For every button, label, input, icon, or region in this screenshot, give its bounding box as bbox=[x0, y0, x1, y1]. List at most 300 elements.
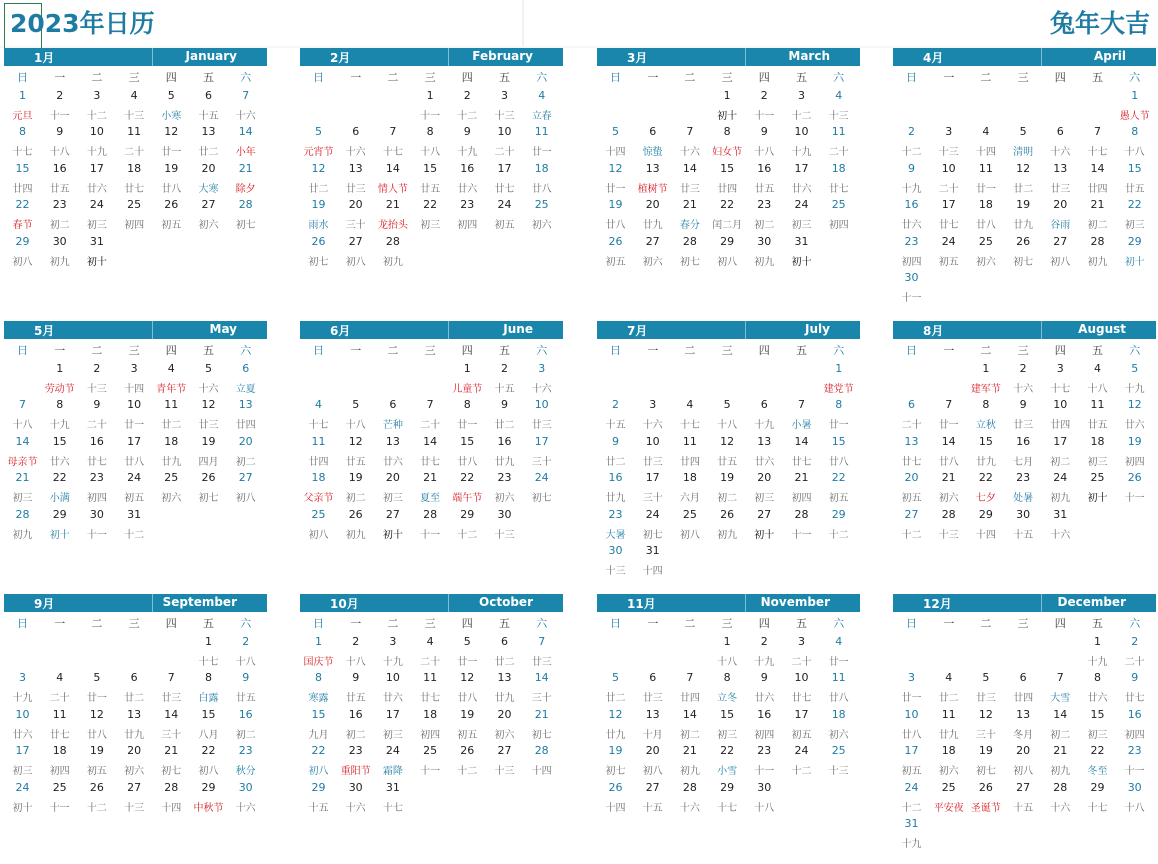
day-cell[interactable] bbox=[1116, 469, 1153, 505]
day-cell[interactable] bbox=[116, 360, 153, 396]
day-cell[interactable] bbox=[709, 87, 746, 123]
day-cell[interactable] bbox=[449, 669, 486, 705]
day-cell[interactable] bbox=[634, 123, 671, 159]
day-cell[interactable] bbox=[300, 706, 337, 742]
day-cell[interactable] bbox=[449, 506, 486, 542]
day-cell[interactable] bbox=[227, 87, 264, 123]
day-cell[interactable] bbox=[1005, 196, 1042, 232]
day-cell[interactable] bbox=[893, 469, 930, 505]
day-cell[interactable] bbox=[1005, 433, 1042, 469]
day-cell[interactable] bbox=[930, 669, 967, 705]
day-cell[interactable] bbox=[597, 469, 634, 505]
day-cell[interactable] bbox=[1079, 433, 1116, 469]
day-cell[interactable] bbox=[893, 433, 930, 469]
day-cell[interactable] bbox=[227, 779, 264, 815]
day-cell[interactable] bbox=[449, 396, 486, 432]
day-cell[interactable] bbox=[634, 396, 671, 432]
day-cell[interactable] bbox=[634, 779, 671, 815]
day-cell[interactable] bbox=[1042, 433, 1079, 469]
day-cell[interactable] bbox=[227, 669, 264, 705]
day-cell[interactable] bbox=[709, 123, 746, 159]
day-cell[interactable] bbox=[78, 87, 115, 123]
day-cell[interactable] bbox=[820, 123, 857, 159]
day-cell[interactable] bbox=[820, 633, 857, 669]
day-cell[interactable] bbox=[523, 706, 560, 742]
day-cell[interactable] bbox=[116, 742, 153, 778]
day-cell[interactable] bbox=[1005, 396, 1042, 432]
day-cell[interactable] bbox=[967, 123, 1004, 159]
day-cell[interactable] bbox=[374, 506, 411, 542]
day-cell[interactable] bbox=[820, 87, 857, 123]
day-cell[interactable] bbox=[78, 506, 115, 542]
day-cell[interactable] bbox=[930, 233, 967, 269]
day-cell[interactable] bbox=[1005, 123, 1042, 159]
day-cell[interactable] bbox=[709, 233, 746, 269]
day-cell[interactable] bbox=[374, 123, 411, 159]
day-cell[interactable] bbox=[1042, 396, 1079, 432]
day-cell[interactable] bbox=[1042, 123, 1079, 159]
day-cell[interactable] bbox=[4, 669, 41, 705]
day-cell[interactable] bbox=[300, 160, 337, 196]
day-cell[interactable] bbox=[486, 742, 523, 778]
day-cell[interactable] bbox=[967, 779, 1004, 815]
day-cell[interactable] bbox=[820, 433, 857, 469]
day-cell[interactable] bbox=[930, 433, 967, 469]
day-cell[interactable] bbox=[486, 633, 523, 669]
day-cell[interactable] bbox=[41, 433, 78, 469]
day-cell[interactable] bbox=[671, 233, 708, 269]
day-cell[interactable] bbox=[783, 233, 820, 269]
day-cell[interactable] bbox=[4, 396, 41, 432]
day-cell[interactable] bbox=[820, 742, 857, 778]
day-cell[interactable] bbox=[153, 396, 190, 432]
day-cell[interactable] bbox=[820, 706, 857, 742]
day-cell[interactable] bbox=[634, 160, 671, 196]
day-cell[interactable] bbox=[893, 779, 930, 815]
day-cell[interactable] bbox=[374, 779, 411, 815]
day-cell[interactable] bbox=[300, 779, 337, 815]
day-cell[interactable] bbox=[374, 433, 411, 469]
day-cell[interactable] bbox=[486, 360, 523, 396]
day-cell[interactable] bbox=[523, 433, 560, 469]
day-cell[interactable] bbox=[41, 123, 78, 159]
day-cell[interactable] bbox=[337, 196, 374, 232]
day-cell[interactable] bbox=[820, 469, 857, 505]
day-cell[interactable] bbox=[746, 779, 783, 815]
day-cell[interactable] bbox=[634, 669, 671, 705]
day-cell[interactable] bbox=[374, 469, 411, 505]
day-cell[interactable] bbox=[1042, 196, 1079, 232]
day-cell[interactable] bbox=[783, 87, 820, 123]
day-cell[interactable] bbox=[671, 706, 708, 742]
day-cell[interactable] bbox=[337, 633, 374, 669]
day-cell[interactable] bbox=[1116, 233, 1153, 269]
day-cell[interactable] bbox=[41, 706, 78, 742]
day-cell[interactable] bbox=[41, 360, 78, 396]
day-cell[interactable] bbox=[634, 542, 671, 578]
day-cell[interactable] bbox=[374, 633, 411, 669]
day-cell[interactable] bbox=[78, 779, 115, 815]
day-cell[interactable] bbox=[116, 87, 153, 123]
day-cell[interactable] bbox=[300, 123, 337, 159]
day-cell[interactable] bbox=[449, 706, 486, 742]
day-cell[interactable] bbox=[449, 360, 486, 396]
day-cell[interactable] bbox=[746, 742, 783, 778]
day-cell[interactable] bbox=[1042, 506, 1079, 542]
day-cell[interactable] bbox=[486, 469, 523, 505]
day-cell[interactable] bbox=[486, 433, 523, 469]
day-cell[interactable] bbox=[300, 506, 337, 542]
day-cell[interactable] bbox=[1005, 506, 1042, 542]
day-cell[interactable] bbox=[1116, 123, 1153, 159]
day-cell[interactable] bbox=[671, 396, 708, 432]
day-cell[interactable] bbox=[374, 233, 411, 269]
day-cell[interactable] bbox=[967, 669, 1004, 705]
day-cell[interactable] bbox=[116, 433, 153, 469]
day-cell[interactable] bbox=[190, 706, 227, 742]
day-cell[interactable] bbox=[709, 779, 746, 815]
day-cell[interactable] bbox=[783, 196, 820, 232]
day-cell[interactable] bbox=[1116, 669, 1153, 705]
day-cell[interactable] bbox=[746, 233, 783, 269]
day-cell[interactable] bbox=[1042, 469, 1079, 505]
day-cell[interactable] bbox=[153, 433, 190, 469]
day-cell[interactable] bbox=[671, 196, 708, 232]
day-cell[interactable] bbox=[783, 396, 820, 432]
day-cell[interactable] bbox=[709, 469, 746, 505]
day-cell[interactable] bbox=[1005, 779, 1042, 815]
day-cell[interactable] bbox=[1005, 469, 1042, 505]
day-cell[interactable] bbox=[967, 506, 1004, 542]
day-cell[interactable] bbox=[41, 87, 78, 123]
day-cell[interactable] bbox=[1116, 742, 1153, 778]
day-cell[interactable] bbox=[337, 233, 374, 269]
day-cell[interactable] bbox=[337, 433, 374, 469]
day-cell[interactable] bbox=[783, 742, 820, 778]
day-cell[interactable] bbox=[820, 506, 857, 542]
day-cell[interactable] bbox=[190, 669, 227, 705]
day-cell[interactable] bbox=[190, 779, 227, 815]
day-cell[interactable] bbox=[227, 123, 264, 159]
day-cell[interactable] bbox=[116, 669, 153, 705]
day-cell[interactable] bbox=[1042, 160, 1079, 196]
day-cell[interactable] bbox=[1079, 742, 1116, 778]
day-cell[interactable] bbox=[153, 779, 190, 815]
day-cell[interactable] bbox=[893, 706, 930, 742]
day-cell[interactable] bbox=[671, 433, 708, 469]
day-cell[interactable] bbox=[41, 506, 78, 542]
day-cell[interactable] bbox=[967, 233, 1004, 269]
day-cell[interactable] bbox=[412, 160, 449, 196]
day-cell[interactable] bbox=[4, 160, 41, 196]
day-cell[interactable] bbox=[634, 742, 671, 778]
day-cell[interactable] bbox=[967, 160, 1004, 196]
day-cell[interactable] bbox=[449, 123, 486, 159]
day-cell[interactable] bbox=[709, 669, 746, 705]
day-cell[interactable] bbox=[1005, 160, 1042, 196]
day-cell[interactable] bbox=[671, 160, 708, 196]
day-cell[interactable] bbox=[227, 196, 264, 232]
day-cell[interactable] bbox=[523, 633, 560, 669]
day-cell[interactable] bbox=[709, 506, 746, 542]
day-cell[interactable] bbox=[78, 160, 115, 196]
day-cell[interactable] bbox=[116, 196, 153, 232]
day-cell[interactable] bbox=[820, 196, 857, 232]
day-cell[interactable] bbox=[783, 633, 820, 669]
day-cell[interactable] bbox=[1079, 469, 1116, 505]
day-cell[interactable] bbox=[337, 396, 374, 432]
day-cell[interactable] bbox=[1116, 160, 1153, 196]
day-cell[interactable] bbox=[634, 469, 671, 505]
day-cell[interactable] bbox=[78, 233, 115, 269]
day-cell[interactable] bbox=[190, 160, 227, 196]
day-cell[interactable] bbox=[746, 196, 783, 232]
day-cell[interactable] bbox=[153, 123, 190, 159]
day-cell[interactable] bbox=[523, 669, 560, 705]
day-cell[interactable] bbox=[227, 396, 264, 432]
day-cell[interactable] bbox=[190, 196, 227, 232]
day-cell[interactable] bbox=[449, 160, 486, 196]
day-cell[interactable] bbox=[634, 506, 671, 542]
day-cell[interactable] bbox=[597, 123, 634, 159]
day-cell[interactable] bbox=[746, 706, 783, 742]
day-cell[interactable] bbox=[486, 123, 523, 159]
day-cell[interactable] bbox=[190, 360, 227, 396]
day-cell[interactable] bbox=[227, 633, 264, 669]
day-cell[interactable] bbox=[1079, 396, 1116, 432]
day-cell[interactable] bbox=[374, 396, 411, 432]
day-cell[interactable] bbox=[116, 160, 153, 196]
day-cell[interactable] bbox=[449, 196, 486, 232]
day-cell[interactable] bbox=[4, 233, 41, 269]
day-cell[interactable] bbox=[190, 396, 227, 432]
day-cell[interactable] bbox=[78, 123, 115, 159]
day-cell[interactable] bbox=[523, 742, 560, 778]
day-cell[interactable] bbox=[1116, 360, 1153, 396]
day-cell[interactable] bbox=[597, 742, 634, 778]
day-cell[interactable] bbox=[116, 506, 153, 542]
day-cell[interactable] bbox=[227, 433, 264, 469]
day-cell[interactable] bbox=[930, 196, 967, 232]
day-cell[interactable] bbox=[153, 196, 190, 232]
day-cell[interactable] bbox=[1042, 669, 1079, 705]
day-cell[interactable] bbox=[4, 433, 41, 469]
day-cell[interactable] bbox=[41, 779, 78, 815]
day-cell[interactable] bbox=[449, 742, 486, 778]
day-cell[interactable] bbox=[820, 160, 857, 196]
day-cell[interactable] bbox=[116, 779, 153, 815]
day-cell[interactable] bbox=[930, 506, 967, 542]
day-cell[interactable] bbox=[671, 779, 708, 815]
day-cell[interactable] bbox=[893, 506, 930, 542]
day-cell[interactable] bbox=[1116, 779, 1153, 815]
day-cell[interactable] bbox=[412, 469, 449, 505]
day-cell[interactable] bbox=[709, 633, 746, 669]
day-cell[interactable] bbox=[893, 742, 930, 778]
day-cell[interactable] bbox=[412, 633, 449, 669]
day-cell[interactable] bbox=[967, 396, 1004, 432]
day-cell[interactable] bbox=[300, 669, 337, 705]
day-cell[interactable] bbox=[41, 469, 78, 505]
day-cell[interactable] bbox=[1042, 779, 1079, 815]
day-cell[interactable] bbox=[412, 123, 449, 159]
day-cell[interactable] bbox=[190, 633, 227, 669]
day-cell[interactable] bbox=[412, 706, 449, 742]
day-cell[interactable] bbox=[820, 669, 857, 705]
day-cell[interactable] bbox=[153, 87, 190, 123]
day-cell[interactable] bbox=[116, 123, 153, 159]
day-cell[interactable] bbox=[412, 506, 449, 542]
day-cell[interactable] bbox=[597, 779, 634, 815]
day-cell[interactable] bbox=[634, 433, 671, 469]
day-cell[interactable] bbox=[1079, 196, 1116, 232]
day-cell[interactable] bbox=[78, 469, 115, 505]
day-cell[interactable] bbox=[153, 706, 190, 742]
day-cell[interactable] bbox=[300, 742, 337, 778]
day-cell[interactable] bbox=[1005, 706, 1042, 742]
day-cell[interactable] bbox=[1042, 742, 1079, 778]
day-cell[interactable] bbox=[1116, 87, 1153, 123]
day-cell[interactable] bbox=[671, 669, 708, 705]
day-cell[interactable] bbox=[449, 87, 486, 123]
day-cell[interactable] bbox=[523, 360, 560, 396]
day-cell[interactable] bbox=[893, 233, 930, 269]
day-cell[interactable] bbox=[967, 360, 1004, 396]
day-cell[interactable] bbox=[709, 160, 746, 196]
day-cell[interactable] bbox=[78, 396, 115, 432]
day-cell[interactable] bbox=[597, 233, 634, 269]
day-cell[interactable] bbox=[783, 469, 820, 505]
day-cell[interactable] bbox=[116, 469, 153, 505]
day-cell[interactable] bbox=[1042, 706, 1079, 742]
day-cell[interactable] bbox=[486, 87, 523, 123]
day-cell[interactable] bbox=[449, 433, 486, 469]
day-cell[interactable] bbox=[374, 706, 411, 742]
day-cell[interactable] bbox=[893, 669, 930, 705]
day-cell[interactable] bbox=[597, 160, 634, 196]
day-cell[interactable] bbox=[1116, 633, 1153, 669]
day-cell[interactable] bbox=[1005, 233, 1042, 269]
day-cell[interactable] bbox=[4, 742, 41, 778]
day-cell[interactable] bbox=[153, 742, 190, 778]
day-cell[interactable] bbox=[597, 706, 634, 742]
day-cell[interactable] bbox=[1079, 160, 1116, 196]
day-cell[interactable] bbox=[523, 87, 560, 123]
day-cell[interactable] bbox=[967, 196, 1004, 232]
day-cell[interactable] bbox=[709, 196, 746, 232]
day-cell[interactable] bbox=[1116, 196, 1153, 232]
day-cell[interactable] bbox=[190, 469, 227, 505]
day-cell[interactable] bbox=[709, 742, 746, 778]
day-cell[interactable] bbox=[1079, 633, 1116, 669]
day-cell[interactable] bbox=[930, 396, 967, 432]
day-cell[interactable] bbox=[746, 633, 783, 669]
day-cell[interactable] bbox=[41, 196, 78, 232]
day-cell[interactable] bbox=[227, 160, 264, 196]
day-cell[interactable] bbox=[486, 160, 523, 196]
day-cell[interactable] bbox=[783, 506, 820, 542]
day-cell[interactable] bbox=[227, 706, 264, 742]
day-cell[interactable] bbox=[4, 706, 41, 742]
day-cell[interactable] bbox=[449, 633, 486, 669]
day-cell[interactable] bbox=[300, 196, 337, 232]
day-cell[interactable] bbox=[190, 87, 227, 123]
day-cell[interactable] bbox=[300, 233, 337, 269]
day-cell[interactable] bbox=[1079, 779, 1116, 815]
day-cell[interactable] bbox=[374, 742, 411, 778]
day-cell[interactable] bbox=[337, 669, 374, 705]
day-cell[interactable] bbox=[1042, 360, 1079, 396]
day-cell[interactable] bbox=[412, 196, 449, 232]
day-cell[interactable] bbox=[671, 506, 708, 542]
day-cell[interactable] bbox=[930, 706, 967, 742]
day-cell[interactable] bbox=[374, 196, 411, 232]
day-cell[interactable] bbox=[4, 123, 41, 159]
day-cell[interactable] bbox=[893, 160, 930, 196]
day-cell[interactable] bbox=[597, 506, 634, 542]
day-cell[interactable] bbox=[374, 669, 411, 705]
day-cell[interactable] bbox=[412, 87, 449, 123]
day-cell[interactable] bbox=[967, 706, 1004, 742]
day-cell[interactable] bbox=[374, 160, 411, 196]
day-cell[interactable] bbox=[1042, 233, 1079, 269]
day-cell[interactable] bbox=[1079, 360, 1116, 396]
day-cell[interactable] bbox=[597, 669, 634, 705]
day-cell[interactable] bbox=[227, 360, 264, 396]
day-cell[interactable] bbox=[746, 469, 783, 505]
day-cell[interactable] bbox=[671, 123, 708, 159]
day-cell[interactable] bbox=[820, 360, 857, 396]
day-cell[interactable] bbox=[783, 669, 820, 705]
day-cell[interactable] bbox=[4, 196, 41, 232]
day-cell[interactable] bbox=[634, 233, 671, 269]
day-cell[interactable] bbox=[1005, 360, 1042, 396]
day-cell[interactable] bbox=[78, 706, 115, 742]
day-cell[interactable] bbox=[746, 506, 783, 542]
day-cell[interactable] bbox=[597, 396, 634, 432]
day-cell[interactable] bbox=[300, 396, 337, 432]
day-cell[interactable] bbox=[967, 742, 1004, 778]
day-cell[interactable] bbox=[783, 123, 820, 159]
day-cell[interactable] bbox=[300, 433, 337, 469]
day-cell[interactable] bbox=[337, 779, 374, 815]
day-cell[interactable] bbox=[967, 469, 1004, 505]
day-cell[interactable] bbox=[337, 160, 374, 196]
day-cell[interactable] bbox=[78, 433, 115, 469]
day-cell[interactable] bbox=[634, 706, 671, 742]
day-cell[interactable] bbox=[116, 396, 153, 432]
day-cell[interactable] bbox=[4, 779, 41, 815]
day-cell[interactable] bbox=[449, 469, 486, 505]
day-cell[interactable] bbox=[41, 742, 78, 778]
day-cell[interactable] bbox=[486, 669, 523, 705]
day-cell[interactable] bbox=[634, 196, 671, 232]
day-cell[interactable] bbox=[300, 469, 337, 505]
day-cell[interactable] bbox=[930, 123, 967, 159]
day-cell[interactable] bbox=[41, 669, 78, 705]
day-cell[interactable] bbox=[597, 196, 634, 232]
day-cell[interactable] bbox=[746, 87, 783, 123]
day-cell[interactable] bbox=[190, 123, 227, 159]
day-cell[interactable] bbox=[153, 669, 190, 705]
day-cell[interactable] bbox=[1116, 706, 1153, 742]
day-cell[interactable] bbox=[337, 742, 374, 778]
day-cell[interactable] bbox=[190, 742, 227, 778]
day-cell[interactable] bbox=[523, 160, 560, 196]
day-cell[interactable] bbox=[190, 433, 227, 469]
day-cell[interactable] bbox=[337, 706, 374, 742]
day-cell[interactable] bbox=[412, 433, 449, 469]
